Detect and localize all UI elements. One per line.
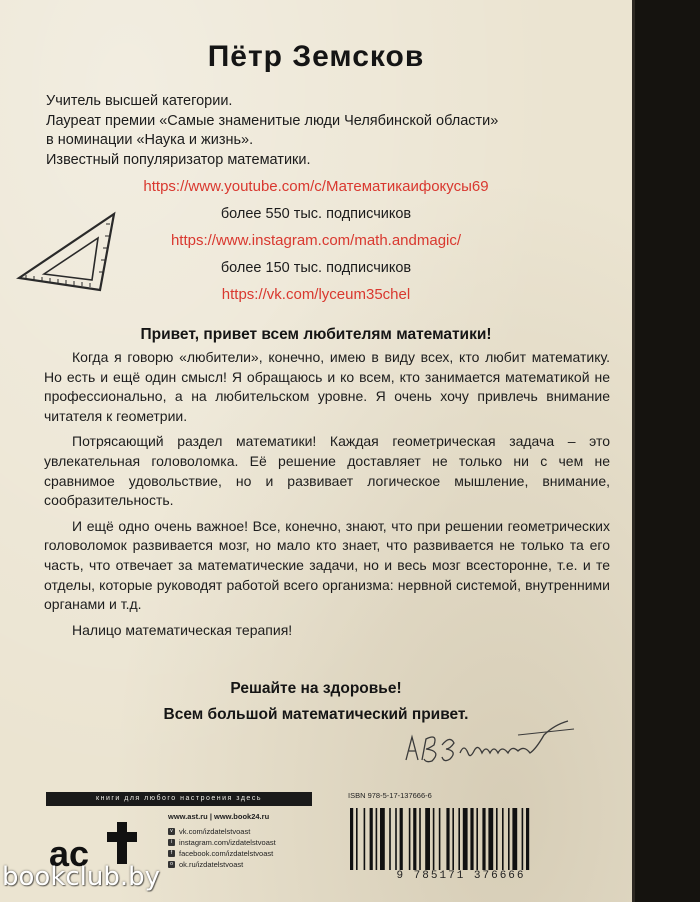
vk-icon: v bbox=[168, 828, 175, 835]
publisher-tagline: книги для любого настроения здесь bbox=[46, 792, 312, 806]
barcode-bar bbox=[433, 808, 435, 870]
ok-icon: o bbox=[168, 861, 175, 868]
barcode-bar bbox=[463, 808, 468, 870]
barcode-bar bbox=[526, 808, 529, 870]
barcode-bar bbox=[502, 808, 504, 870]
social-links bbox=[168, 826, 276, 870]
barcode-bar bbox=[419, 808, 421, 870]
barcode-bar bbox=[395, 808, 397, 870]
bio-line: Лауреат премии «Самые знаменитые люди Челябинской области» bbox=[46, 112, 499, 129]
bio-line: в номинации «Наука и жизнь». bbox=[46, 132, 254, 148]
vk-link[interactable]: https://vk.com/lyceum35chel bbox=[221, 286, 411, 303]
paragraph: Потрясающий раздел математики! Каждая геометрическая задача – это увлекательная головоломка. Её решение доставляет не только ни с чем не сравнимое удовольствие, но и развивает логическое мышление, внимание, сообразительность. bbox=[44, 433, 610, 509]
barcode-bar bbox=[512, 808, 517, 870]
barcode-number: 9 785171 376666 bbox=[396, 870, 526, 882]
barcode-bar bbox=[439, 808, 441, 870]
book-spine bbox=[632, 0, 700, 902]
youtube-subscribers: более 550 тыс. подписчиков bbox=[220, 206, 412, 222]
watermark: bookclub.by bbox=[2, 862, 161, 892]
social-vk[interactable]: vk.com/izdatelstvoast bbox=[179, 827, 251, 836]
barcode-bar bbox=[409, 808, 411, 870]
instagram-subscribers: более 150 тыс. подписчиков bbox=[220, 260, 412, 276]
barcode-bar bbox=[522, 808, 524, 870]
barcode-bar bbox=[400, 808, 403, 870]
social-ok[interactable]: ok.ru/izdatelstvoast bbox=[179, 860, 244, 869]
barcode-bar bbox=[496, 808, 498, 870]
barcode-bar bbox=[482, 808, 485, 870]
barcode-bar bbox=[452, 808, 454, 870]
barcode-bar bbox=[446, 808, 449, 870]
closing-line-2: Всем большой математический привет. bbox=[163, 706, 469, 723]
greeting-heading: Привет, привет всем любителям математики! bbox=[140, 326, 492, 343]
author-bio bbox=[46, 92, 606, 170]
paragraph: Когда я говорю «любители», конечно, имею в виду всех, кто любит математику. Но есть и ещё один смысл! Я обращаюсь и ко всем, кто занимается математикой не профессионально, а на любительском уровне. Я очень хочу привлечь внимание читателя к геометрии. bbox=[44, 349, 610, 424]
svg-text:ac: ac bbox=[49, 833, 90, 874]
instagram-icon: i bbox=[168, 839, 175, 846]
paragraph: Налицо математическая терапия! bbox=[72, 621, 293, 638]
author-signature bbox=[398, 715, 588, 775]
barcode-bar bbox=[376, 808, 378, 870]
publisher-websites[interactable]: www.ast.ru | www.book24.ru bbox=[168, 812, 270, 821]
barcode-bar bbox=[356, 808, 358, 870]
instagram-link[interactable]: https://www.instagram.com/math.andmagic/ bbox=[170, 232, 462, 249]
barcode-bar bbox=[380, 808, 385, 870]
bio-line: Известный популяризатор математики. bbox=[46, 151, 311, 168]
barcode-bar bbox=[370, 808, 373, 870]
barcode-bar bbox=[364, 808, 366, 870]
closing-line-1: Решайте на здоровье! bbox=[230, 680, 402, 697]
isbn: ISBN 978-5-17-137666-6 bbox=[348, 791, 432, 800]
bio-line: Учитель высшей категории. bbox=[46, 93, 233, 109]
barcode bbox=[346, 806, 576, 872]
barcode-bar bbox=[458, 808, 460, 870]
author-name: Пётр Земсков bbox=[207, 40, 425, 73]
barcode-bar bbox=[488, 808, 493, 870]
barcode-bar bbox=[476, 808, 478, 870]
barcode-bar bbox=[389, 808, 391, 870]
social-facebook[interactable]: facebook.com/izdatelstvoast bbox=[179, 849, 274, 858]
social-instagram[interactable]: instagram.com/izdatelstvoast bbox=[179, 838, 276, 847]
barcode-bar bbox=[413, 808, 416, 870]
barcode-bar bbox=[425, 808, 430, 870]
paragraph: И ещё одно очень важное! Все, конечно, знают, что при решении геометрических головоломок развивается мозг, но мало кто знает, что развивается не только та его часть, что отвечает за математические задачи, но и весь мозг всесторонне, т.е. и те отделы, которые руководят работой всего организма: нервной системой, внутренними органами и т.д. bbox=[44, 517, 610, 613]
barcode-bar bbox=[350, 808, 353, 870]
youtube-link[interactable]: https://www.youtube.com/c/Математикаифокусы69 bbox=[143, 178, 489, 195]
barcode-bar bbox=[470, 808, 473, 870]
body-text bbox=[44, 348, 610, 646]
barcode-bar bbox=[508, 808, 510, 870]
facebook-icon: f bbox=[168, 850, 175, 857]
